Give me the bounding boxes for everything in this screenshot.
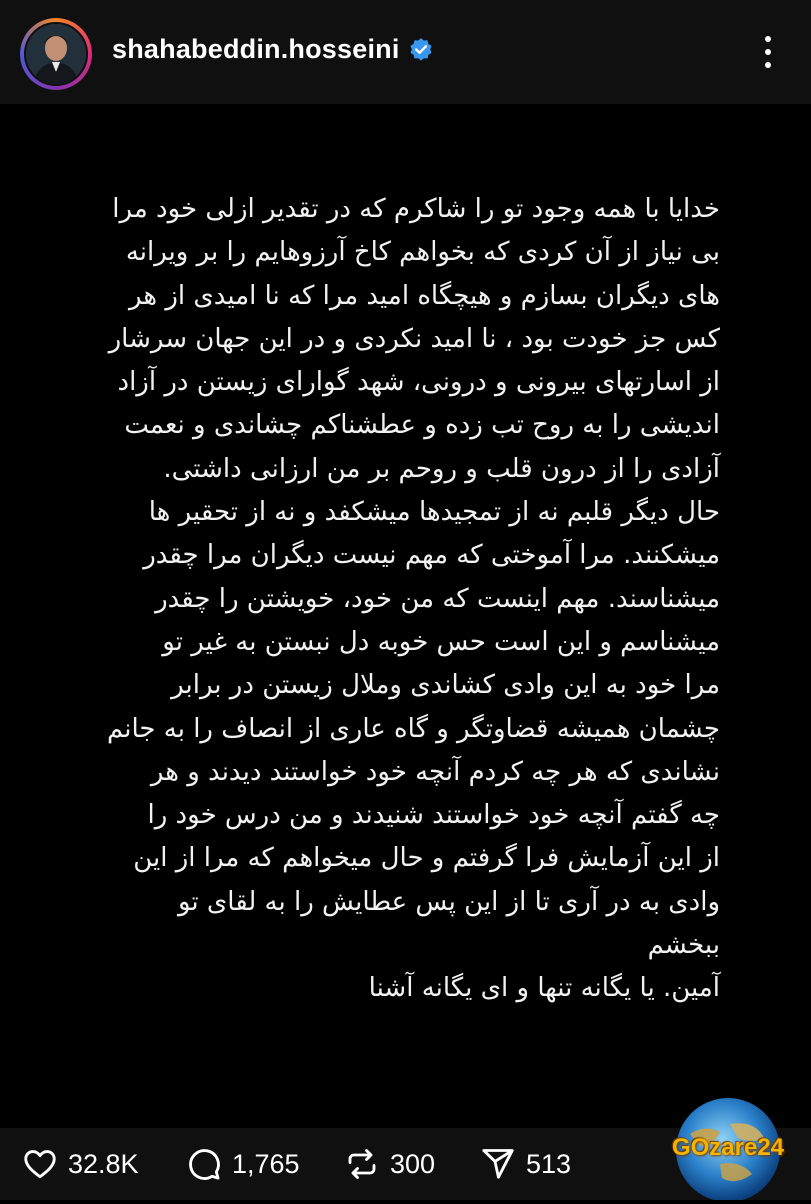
- repost-icon: [344, 1146, 380, 1182]
- post-header: [0, 0, 811, 104]
- share-button[interactable]: [480, 1144, 571, 1184]
- caption-line: کس جز خودت بود ، نا امید نکردی و در این جهان سرشار: [108, 323, 720, 354]
- watermark-text: GOzare24: [671, 1134, 785, 1161]
- caption-line: اندیشی را به روح تب زده و عطشناکم چشاندی و نعمت: [124, 410, 720, 441]
- like-count: 32.8K: [68, 1148, 139, 1179]
- username[interactable]: shahabeddin.hosseini: [112, 34, 400, 64]
- caption-line: بی نیاز از آن کردی که بخواهم کاخ آرزوهایم را بر ویرانه: [125, 237, 720, 268]
- comment-count: 1,765: [232, 1148, 300, 1179]
- watermark-logo: [660, 1094, 796, 1200]
- caption-line: از این آزمایش فرا گرفتم و حال میخواهم که مرا از این: [133, 843, 720, 874]
- send-icon: [480, 1146, 516, 1182]
- verified-badge-icon: [408, 37, 434, 63]
- caption-line: چشمان همیشه قضاوتگر و گاه عاری از انصاف را به جانم: [106, 713, 720, 744]
- caption-line: نشاندی که هر چه کردم آنچه خود خواستند دیدند و هر: [150, 756, 720, 787]
- heart-icon: [22, 1146, 58, 1182]
- avatar-image: [24, 22, 88, 86]
- profile-avatar[interactable]: [20, 18, 92, 90]
- comment-icon: [186, 1146, 222, 1182]
- caption-line: خدایا با همه وجود تو را شاکرم که در تقدیر ازلی خود مرا: [112, 194, 720, 224]
- caption-line: حال دیگر قلبم نه از تمجیدها میشکفد و نه از تحقیر ها: [148, 497, 720, 528]
- more-vertical-icon[interactable]: [756, 30, 780, 74]
- caption-line: میشکنند. مرا آموختی که مهم نیست دیگران مرا چقدر: [143, 540, 720, 571]
- caption-line: آزادی را از درون قلب و روحم بر من ارزانی داشتی.: [163, 453, 720, 484]
- caption-line: آمین. یا یگانه تنها و ای یگانه آشنا: [368, 973, 720, 1004]
- caption-line: مرا خود به این وادی کشاندی وملال زیستن در برابر: [171, 670, 720, 701]
- caption-line: از اسارتهای بیرونی و درونی، شهد گوارای زیستن در آزاد: [117, 367, 720, 398]
- comment-button[interactable]: [186, 1144, 300, 1184]
- post-caption: [60, 188, 720, 1011]
- caption-line: میشناسند. مهم اینست که من خود، خویشتن را چقدر: [155, 583, 720, 614]
- share-count: 513: [526, 1148, 572, 1179]
- caption-line: ببخشم: [647, 930, 720, 961]
- caption-line: چه گفتم آنچه خود خواستند شنیدند و من درس خود را: [147, 800, 720, 831]
- caption-line: های دیگران بسازم و هیچگاه امید مرا که نا امیدی از هر: [129, 280, 720, 311]
- caption-line: وادی به در آری تا از این پس عطایش را به لقای تو: [177, 886, 720, 917]
- caption-line: میشناسم و این است حس خوبه دل نبستن به غیر تو: [162, 626, 720, 657]
- like-button[interactable]: [22, 1144, 139, 1184]
- repost-count: 300: [390, 1148, 436, 1179]
- username-row: [112, 34, 434, 65]
- repost-button[interactable]: [344, 1144, 435, 1184]
